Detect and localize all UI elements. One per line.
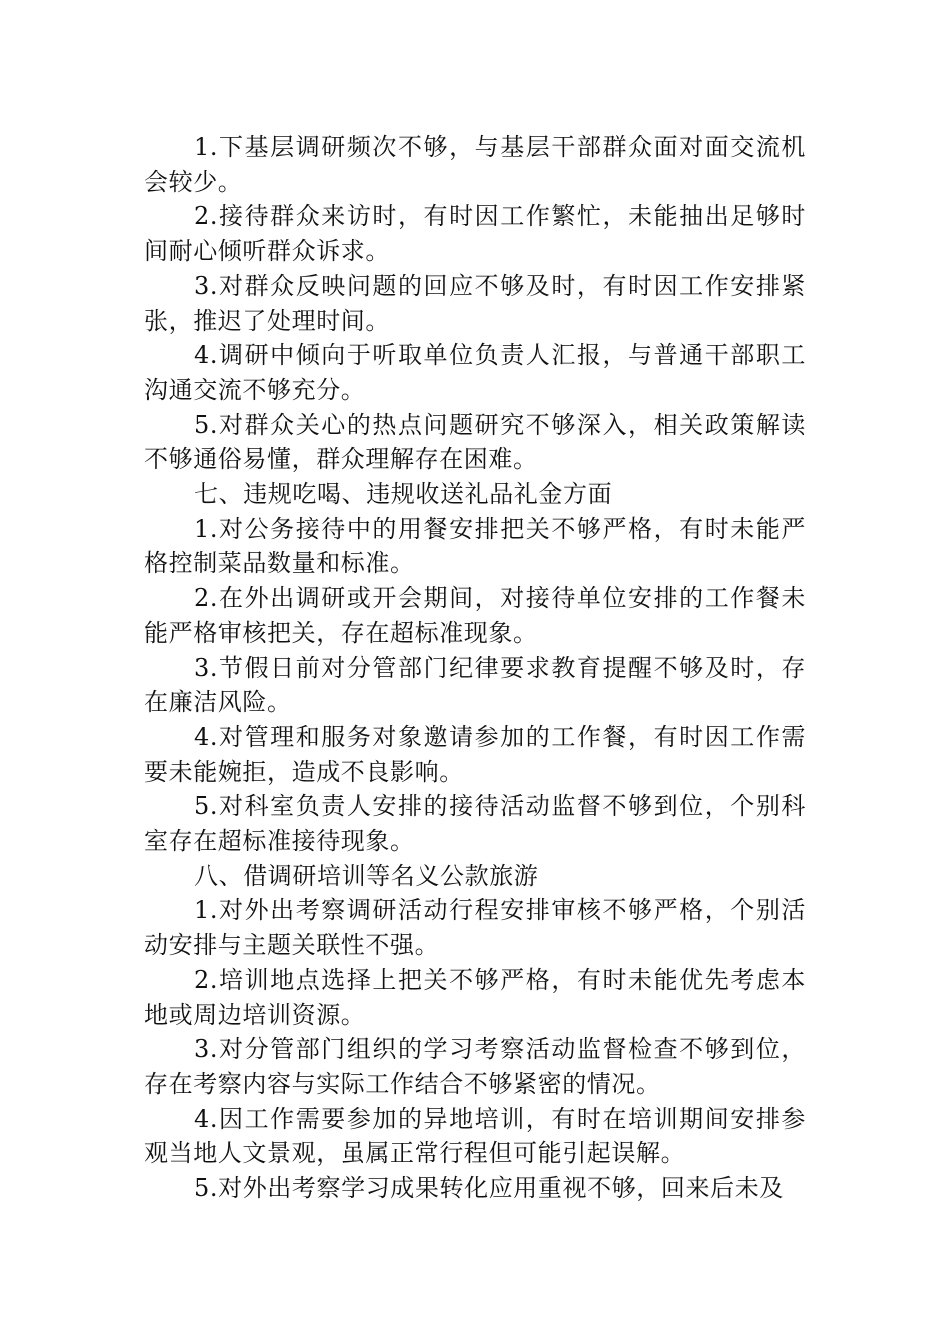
list-item: 4.因工作需要参加的异地培训，有时在培训期间安排参观当地人文景观，虽属正常行程但可能引起误解。 bbox=[144, 1104, 806, 1168]
list-item: 2.在外出调研或开会期间，对接待单位安排的工作餐未能严格审核把关，存在超标准现象。 bbox=[144, 584, 806, 647]
list-item: 2.培训地点选择上把关不够严格，有时未能优先考虑本地或周边培训资源。 bbox=[144, 965, 806, 1029]
list-item: 2.接待群众来访时，有时因工作繁忙，未能抽出足够时间耐心倾听群众诉求。 bbox=[144, 202, 806, 266]
list-item: 1.对外出考察调研活动行程安排审核不够严格，个别活动安排与主题关联性不强。 bbox=[144, 896, 806, 960]
list-item: 3.对群众反映问题的回应不够及时，有时因工作安排紧张，推迟了处理时间。 bbox=[144, 271, 806, 335]
list-item: 3.对分管部门组织的学习考察活动监督检查不够到位，存在考察内容与实际工作结合不够紧密的情况。 bbox=[144, 1035, 806, 1098]
document-page bbox=[144, 130, 806, 1206]
list-item: 4.对管理和服务对象邀请参加的工作餐，有时因工作需要未能婉拒，造成不良影响。 bbox=[144, 722, 806, 786]
list-item: 5.对群众关心的热点问题研究不够深入，相关政策解读不够通俗易懂，群众理解存在困难。 bbox=[144, 410, 806, 474]
section-heading: 八、借调研培训等名义公款旅游 bbox=[194, 861, 539, 890]
list-item: 1.下基层调研频次不够，与基层干部群众面对面交流机会较少。 bbox=[144, 133, 806, 196]
list-item: 3.节假日前对分管部门纪律要求教育提醒不够及时，存在廉洁风险。 bbox=[144, 653, 806, 717]
section-heading: 七、违规吃喝、违规收送礼品礼金方面 bbox=[194, 480, 613, 509]
list-item: 4.调研中倾向于听取单位负责人汇报，与普通干部职工沟通交流不够充分。 bbox=[144, 341, 806, 404]
list-item: 5.对科室负责人安排的接待活动监督不够到位，个别科室存在超标准接待现象。 bbox=[144, 792, 806, 856]
list-item: 1.对公务接待中的用餐安排把关不够严格，有时未能严格控制菜品数量和标准。 bbox=[144, 514, 806, 578]
list-item: 5.对外出考察学习成果转化应用重视不够，回来后未及 bbox=[194, 1174, 784, 1203]
